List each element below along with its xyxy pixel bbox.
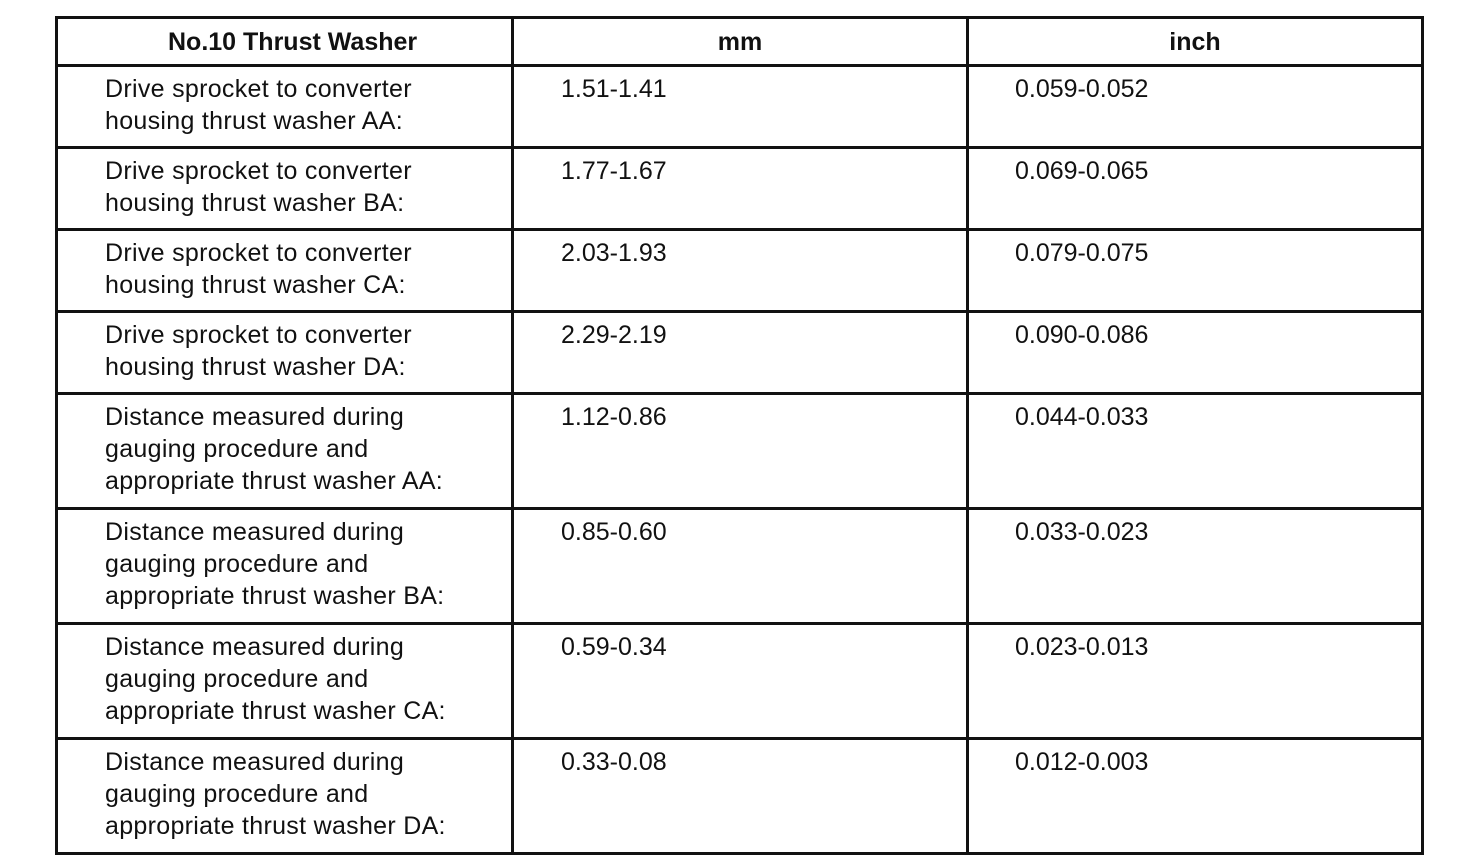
row-label: Distance measured during gauging procedure and appropriate thrust washer DA: [57,739,513,854]
table-row [57,509,1423,624]
row-mm-value: 0.85-0.60 [513,509,968,624]
row-inch-value: 0.069-0.065 [968,148,1423,230]
table-row [57,312,1423,394]
table-row [57,739,1423,854]
row-label: Distance measured during gauging procedure and appropriate thrust washer BA: [57,509,513,624]
row-inch-value: 0.079-0.075 [968,230,1423,312]
row-inch-value: 0.023-0.013 [968,624,1423,739]
thrust-washer-spec-table [55,16,1424,855]
row-label: Drive sprocket to converter housing thrust washer BA: [57,148,513,230]
row-inch-value: 0.044-0.033 [968,394,1423,509]
row-label: Drive sprocket to converter housing thrust washer CA: [57,230,513,312]
row-inch-value: 0.090-0.086 [968,312,1423,394]
row-inch-value: 0.059-0.052 [968,66,1423,148]
table-row [57,624,1423,739]
row-label: Drive sprocket to converter housing thrust washer AA: [57,66,513,148]
table-row [57,394,1423,509]
row-mm-value: 1.51-1.41 [513,66,968,148]
row-mm-value: 1.12-0.86 [513,394,968,509]
row-label: Distance measured during gauging procedure and appropriate thrust washer AA: [57,394,513,509]
header-mm: mm [513,18,968,66]
row-mm-value: 0.33-0.08 [513,739,968,854]
table-row [57,230,1423,312]
header-inch: inch [968,18,1423,66]
header-row [57,18,1423,66]
row-inch-value: 0.033-0.023 [968,509,1423,624]
table-row [57,148,1423,230]
row-mm-value: 0.59-0.34 [513,624,968,739]
row-mm-value: 2.03-1.93 [513,230,968,312]
row-mm-value: 1.77-1.67 [513,148,968,230]
table-row [57,66,1423,148]
row-label: Drive sprocket to converter housing thrust washer DA: [57,312,513,394]
header-thrust-washer: No.10 Thrust Washer [57,18,513,66]
row-label: Distance measured during gauging procedure and appropriate thrust washer CA: [57,624,513,739]
row-inch-value: 0.012-0.003 [968,739,1423,854]
row-mm-value: 2.29-2.19 [513,312,968,394]
